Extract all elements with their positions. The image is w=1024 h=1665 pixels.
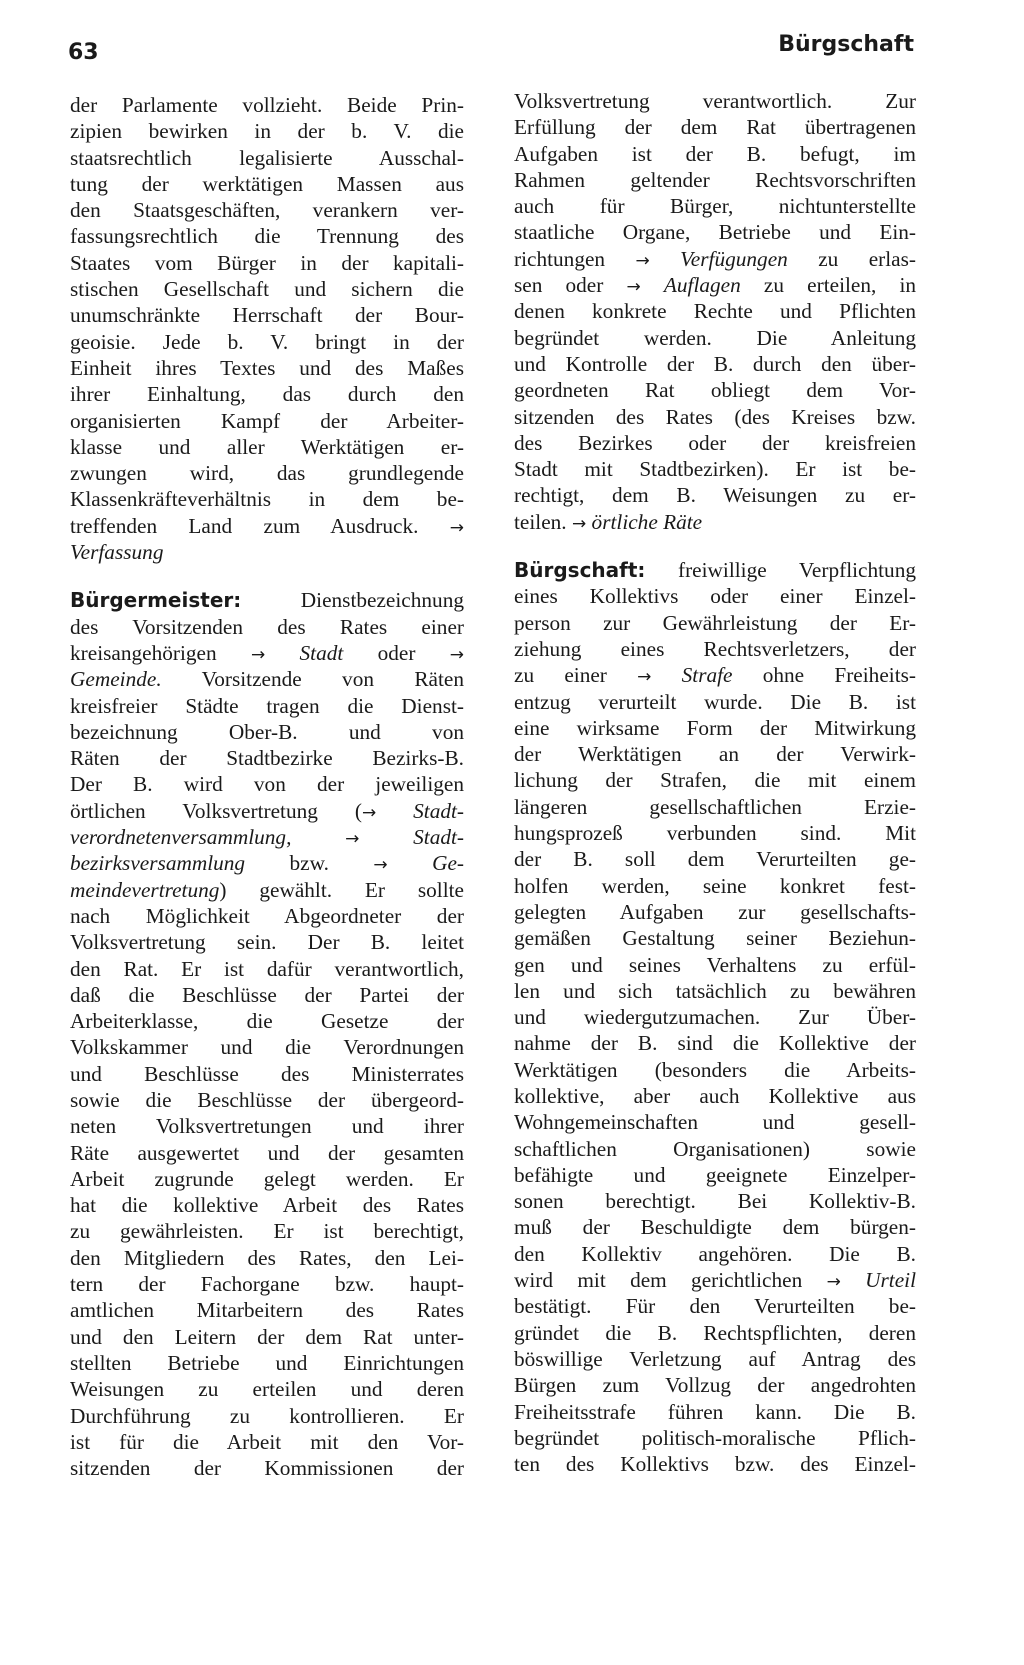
entry-headword: Bürgermeister:: [70, 588, 242, 613]
text-line: Wohngemeinschaften und gesell-: [514, 1110, 916, 1135]
text-fragment: treffenden Land zum Ausdruck.: [70, 513, 419, 538]
running-head: Bürgschaft: [778, 32, 914, 57]
text-line: Bürgen zum Vollzug der angedrohten: [514, 1373, 916, 1398]
text-fragment: Dienstbezeichnung: [300, 588, 464, 613]
text-line: zwungen wird, das grundlegende: [70, 461, 464, 486]
cross-reference-link[interactable]: Stadt-: [413, 825, 464, 850]
text-line: lichung der Strafen, die mit einem: [514, 768, 916, 793]
left-column: [70, 92, 464, 1481]
text-line: ist für die Arbeit mit den Vor-: [70, 1429, 464, 1454]
text-line: entzug verurteilt wurde. Die B. ist: [514, 689, 916, 714]
text-fragment: oder: [377, 640, 416, 665]
text-line: Aufgaben ist der B. befugt, im: [514, 141, 916, 166]
text-line: [70, 877, 464, 903]
text-line: Arbeiterklasse, die Gesetze der: [70, 1009, 464, 1034]
text-line: der Werktätigen an der Verwirk-: [514, 742, 916, 767]
arrow-right-icon: →: [571, 513, 587, 534]
cross-reference-link[interactable]: Stadt-: [413, 798, 465, 823]
entry-headword: Bürgschaft:: [514, 558, 646, 583]
text-line: [70, 587, 464, 613]
text-line: Staates vom Bürger in der kapitali-: [70, 250, 464, 275]
text-line: [514, 246, 916, 272]
text-line: auch für Bürger, nichtunterstellte: [514, 194, 916, 219]
text-line: staatliche Organe, Betriebe und Ein-: [514, 220, 916, 245]
text-line: ziehung eines Rechtsverletzers, der: [514, 636, 916, 661]
text-line: nach Möglichkeit Abgeordneter der: [70, 903, 464, 928]
text-line: befähigte und geeignete Einzelper-: [514, 1162, 916, 1187]
text-line: des Vorsitzenden des Rates einer: [70, 614, 464, 639]
cross-reference-link[interactable]: Urteil: [865, 1268, 917, 1293]
text-fragment: freiwillige Verpflichtung: [678, 558, 916, 583]
text-line: len und sich tatsächlich zu bewähren: [514, 978, 916, 1003]
text-fragment: sen oder: [514, 273, 604, 298]
text-line: person zur Gewährleistung der Er-: [514, 610, 916, 635]
text-line: zipien bewirken in der b. V. die: [70, 119, 464, 144]
text-line: geordneten Rat obliegt dem Vor-: [514, 378, 916, 403]
text-line: ten des Kollektivs bzw. des Einzel-: [514, 1452, 916, 1477]
text-line: eines Kollektivs oder einer Einzel-: [514, 584, 916, 609]
text-line: rechtigt, dem B. Weisungen zu er-: [514, 483, 916, 508]
text-line: Klassenkräfteverhältnis in dem be-: [70, 487, 464, 512]
text-line: neten Volksvertretungen und ihrer: [70, 1114, 464, 1139]
text-line: tern der Fachorgane bzw. haupt-: [70, 1272, 464, 1297]
arrow-right-icon: →: [373, 855, 388, 876]
arrow-right-icon: →: [637, 667, 652, 688]
text-line: sonen berechtigt. Bei Kollektiv-B.: [514, 1189, 916, 1214]
text-line: stischen Gesellschaft und sichern die: [70, 277, 464, 302]
cross-reference-link[interactable]: Ge-: [432, 851, 465, 876]
text-line: Räten der Stadtbezirke Bezirks-B.: [70, 746, 464, 771]
text-line: [514, 557, 916, 583]
text-line: [70, 666, 464, 692]
text-line: staatsrechtlich legalisierte Ausschal-: [70, 145, 464, 170]
text-line: denen konkrete Rechte und Pflichten: [514, 299, 916, 324]
text-line: geoisie. Jede b. V. bringt in der: [70, 329, 464, 354]
text-line: [514, 272, 916, 298]
text-line: [514, 662, 916, 688]
text-fragment: ohne Freiheits-: [762, 663, 916, 688]
text-fragment: kreisangehörigen: [70, 640, 217, 665]
arrow-right-icon: →: [361, 802, 377, 823]
cross-reference-link[interactable]: Strafe: [681, 663, 733, 688]
text-fragment: ) gewählt. Er sollte: [219, 877, 464, 902]
text-line: zu gewährleisten. Er ist berechtigt,: [70, 1219, 464, 1244]
text-fragment: teilen.: [514, 509, 567, 534]
text-line: [70, 640, 464, 666]
arrow-right-icon: →: [449, 517, 464, 538]
text-line: den Kollektiv angehören. Die B.: [514, 1241, 916, 1266]
text-line: kreisfreier Städte tragen die Dienst-: [70, 693, 464, 718]
right-column: [514, 88, 916, 1477]
entry-gap: [70, 565, 464, 587]
text-line: [514, 1267, 916, 1293]
text-line: kollektive, aber auch Kollektive aus: [514, 1083, 916, 1108]
arrow-right-icon: →: [826, 1272, 841, 1293]
text-line: [70, 850, 464, 876]
text-line: Volkskammer und die Verordnungen: [70, 1035, 464, 1060]
text-line: und Kontrolle der B. durch den über-: [514, 351, 916, 376]
arrow-right-icon: →: [626, 277, 641, 298]
text-line: und den Leitern der dem Rat unter-: [70, 1324, 464, 1349]
text-line: gemäßen Gestaltung seiner Beziehun-: [514, 926, 916, 951]
text-line: Volksvertretung verantwortlich. Zur: [514, 89, 916, 113]
text-fragment: örtlichen Volksvertretung (: [70, 798, 362, 823]
text-line: nahme der B. sind die Kollektive der: [514, 1031, 916, 1056]
text-line: [70, 824, 464, 850]
text-line: und Beschlüsse des Ministerrates: [70, 1061, 464, 1086]
text-line: sitzenden des Rates (des Kreises bzw.: [514, 404, 916, 429]
text-line: gründet die B. Rechtspflichten, deren: [514, 1320, 916, 1345]
cross-reference-link[interactable]: Gemeinde.: [70, 667, 162, 692]
text-line: klasse und aller Werktätigen er-: [70, 434, 464, 459]
text-line: Volksvertretung sein. Der B. leitet: [70, 930, 464, 955]
text-line: der B. soll dem Verurteilten ge-: [514, 847, 916, 872]
text-line: muß der Beschuldigte dem bürgen-: [514, 1215, 916, 1240]
text-fragment: richtungen: [514, 246, 606, 271]
text-line: [70, 513, 464, 539]
text-line: Werktätigen (besonders die Arbeits-: [514, 1057, 916, 1082]
text-line: amtlichen Mitarbeitern des Rates: [70, 1298, 464, 1323]
text-line: organisierten Kampf der Arbeiter-: [70, 408, 464, 433]
text-line: und wiedergutzumachen. Zur Über-: [514, 1005, 916, 1030]
text-line: fassungsrechtlich die Trennung des: [70, 224, 464, 249]
text-line: [514, 509, 916, 535]
text-fragment: zu einer: [514, 663, 607, 688]
text-line: gelegten Aufgaben zur gesellschafts-: [514, 899, 916, 924]
text-line: Stadt mit Stadtbezirken). Er ist be-: [514, 457, 916, 482]
text-line: sitzenden der Kommissionen der: [70, 1456, 464, 1481]
cross-reference-link[interactable]: örtliche Räte: [591, 509, 703, 534]
text-line: Der B. wird von der jeweiligen: [70, 772, 464, 797]
arrow-right-icon: →: [635, 250, 650, 271]
text-line: bezeichnung Ober-B. und von: [70, 719, 464, 744]
cross-reference-link[interactable]: Auflagen: [663, 273, 741, 298]
text-line: hungsprozeß verbunden sind. Mit: [514, 821, 916, 846]
text-line: stellten Betriebe und Einrichtungen: [70, 1350, 464, 1375]
text-line: gen und seines Verhaltens zu erfül-: [514, 952, 916, 977]
text-line: Arbeit zugrunde gelegt werden. Er: [70, 1166, 464, 1191]
cross-reference-link[interactable]: Stadt: [299, 640, 344, 665]
text-line: längeren gesellschaftlichen Erzie-: [514, 794, 916, 819]
text-line: Einheit ihres Textes und des Maßes: [70, 355, 464, 380]
text-fragment: zu erteilen, in: [763, 273, 917, 298]
text-fragment: Vorsitzende von Räten: [201, 667, 464, 692]
text-line: begründet werden. Die Anleitung: [514, 325, 916, 350]
text-line: Räte ausgewertet und der gesamten: [70, 1140, 464, 1165]
text-line: Freiheitsstrafe führen kann. Die B.: [514, 1399, 916, 1424]
text-line: sowie die Beschlüsse der übergeord-: [70, 1087, 464, 1112]
text-line: der Parlamente vollzieht. Beide Prin-: [70, 93, 464, 117]
text-line: Durchführung zu kontrollieren. Er: [70, 1403, 464, 1428]
text-line: ihrer Einhaltung, das durch den: [70, 382, 464, 407]
text-fragment: bzw.: [289, 851, 329, 876]
text-line: Erfüllung der dem Rat übertragenen: [514, 115, 916, 140]
arrow-right-icon: →: [449, 644, 465, 665]
text-line: den Mitgliedern des Rates, den Lei-: [70, 1245, 464, 1270]
text-line: den Staatsgeschäften, verankern ver-: [70, 198, 464, 223]
cross-reference-link[interactable]: verordnetenversammlung,: [70, 825, 292, 850]
cross-reference-link[interactable]: bezirksversammlung: [70, 851, 246, 876]
text-line: des Bezirkes oder der kreisfreien: [514, 430, 916, 455]
text-line: daß die Beschlüsse der Partei der: [70, 982, 464, 1007]
entry-gap: [514, 535, 916, 557]
text-line: den Rat. Er ist dafür verantwortlich,: [70, 956, 464, 981]
text-fragment: wird mit dem gerichtlichen: [514, 1268, 803, 1293]
text-line: hat die kollektive Arbeit des Rates: [70, 1193, 464, 1218]
cross-reference-link[interactable]: meindevertretung: [70, 877, 220, 902]
text-line: unumschränkte Herrschaft der Bour-: [70, 303, 464, 328]
text-line: holfen werden, seine konkret fest-: [514, 873, 916, 898]
text-line: böswillige Verletzung auf Antrag des: [514, 1346, 916, 1371]
cross-reference-link[interactable]: Verfügungen: [680, 246, 788, 271]
text-line: [70, 539, 464, 565]
text-line: [70, 798, 464, 824]
text-line: eine wirksame Form der Mitwirkung: [514, 715, 916, 740]
cross-reference-link[interactable]: Verfassung: [70, 540, 164, 565]
text-line: Weisungen zu erteilen und deren: [70, 1377, 464, 1402]
text-line: Rahmen geltender Rechtsvorschriften: [514, 167, 916, 192]
page-number: 63: [68, 40, 99, 65]
text-line: tung der werktätigen Massen aus: [70, 171, 464, 196]
arrow-right-icon: →: [250, 644, 266, 665]
text-fragment: zu erlas-: [818, 246, 916, 271]
text-line: begründet politisch-moralische Pflich-: [514, 1425, 916, 1450]
text-line: schaftlichen Organisationen) sowie: [514, 1136, 916, 1161]
text-line: bestätigt. Für den Verurteilten be-: [514, 1294, 916, 1319]
arrow-right-icon: →: [345, 829, 360, 850]
